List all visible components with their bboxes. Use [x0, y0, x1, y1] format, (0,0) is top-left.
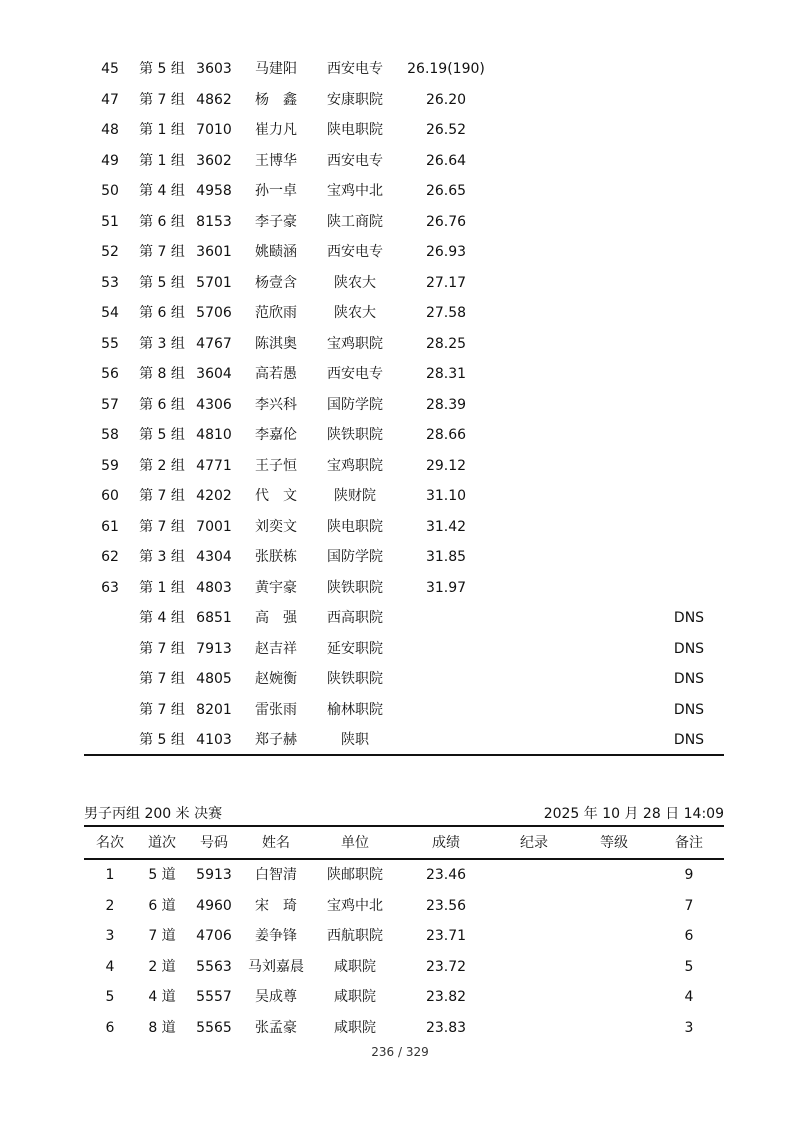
cell-note — [654, 115, 724, 145]
cell-note — [654, 85, 724, 115]
cell-lane: 2 道 — [148, 958, 176, 975]
cell-group: 第 3 组 — [139, 335, 185, 352]
cell-note: 5 — [684, 958, 694, 975]
cell-result: 23.56 — [425, 897, 467, 914]
cell-note — [654, 573, 724, 603]
cell-result: 26.65 — [425, 183, 467, 199]
table-row — [84, 664, 724, 694]
cell-rank: 45 — [101, 61, 119, 77]
cell-unit: 西安电专 — [327, 244, 383, 260]
cell-rank: 6 — [105, 1019, 115, 1036]
cell-result: 27.58 — [425, 305, 467, 321]
header-result: 成绩 — [432, 835, 460, 851]
cell-name: 刘奕文 — [255, 518, 297, 535]
cell-result: 31.10 — [425, 488, 467, 504]
cell-result: 23.71 — [425, 928, 467, 944]
cell-result: 28.25 — [425, 335, 467, 352]
cell-rank: 51 — [101, 213, 119, 230]
cell-unit: 宝鸡中北 — [327, 183, 383, 199]
cell-note — [654, 329, 724, 359]
cell-number: 7913 — [196, 640, 232, 657]
cell-rank: 4 — [105, 958, 115, 975]
cell-group: 第 6 组 — [139, 305, 185, 321]
cell-group: 第 7 组 — [139, 518, 185, 535]
event-title: 男子丙组 200 米 决赛 — [84, 806, 223, 822]
cell-note — [654, 207, 724, 237]
cell-name: 孙一卓 — [255, 183, 297, 199]
cell-group: 第 4 组 — [139, 610, 185, 626]
cell-lane: 7 道 — [148, 928, 176, 944]
cell-result: 31.85 — [425, 549, 467, 565]
cell-rank: 49 — [101, 152, 119, 169]
table-row — [84, 207, 724, 237]
cell-lane: 5 道 — [148, 867, 176, 883]
cell-rank — [84, 634, 136, 664]
cell-result: 31.42 — [425, 518, 467, 535]
cell-result — [398, 725, 494, 755]
cell-unit: 宝鸡职院 — [327, 335, 383, 352]
cell-rank — [84, 725, 136, 755]
table-row — [84, 921, 724, 951]
cell-number: 3602 — [196, 152, 232, 169]
table-row — [84, 603, 724, 633]
table-row — [84, 891, 724, 921]
table-row — [84, 952, 724, 982]
cell-rank: 1 — [105, 867, 115, 883]
cell-group: 第 5 组 — [139, 274, 185, 291]
cell-name: 高若愚 — [255, 366, 297, 382]
cell-group: 第 7 组 — [139, 488, 185, 504]
cell-number: 4304 — [196, 549, 232, 565]
cell-note — [654, 146, 724, 176]
header-name: 姓名 — [262, 835, 290, 851]
cell-note: 7 — [684, 897, 694, 914]
table-row — [84, 725, 724, 755]
header-unit: 单位 — [341, 835, 369, 851]
cell-note: 3 — [684, 1019, 694, 1036]
cell-unit: 国防学院 — [327, 549, 383, 565]
cell-unit: 西安电专 — [327, 366, 383, 382]
cell-group: 第 6 组 — [139, 213, 185, 230]
cell-unit: 陕农大 — [334, 305, 376, 321]
cell-name: 李兴科 — [255, 396, 297, 413]
cell-unit: 安康职院 — [327, 91, 383, 108]
cell-result — [398, 695, 494, 725]
cell-group: 第 3 组 — [139, 549, 185, 565]
table-row — [84, 85, 724, 115]
cell-name: 陈淇奥 — [255, 335, 297, 352]
cell-name: 赵吉祥 — [255, 640, 297, 657]
cell-group: 第 7 组 — [139, 244, 185, 260]
cell-name: 李子豪 — [255, 213, 297, 230]
cell-group: 第 1 组 — [139, 152, 185, 169]
cell-unit: 陕工商院 — [327, 213, 383, 230]
cell-result: 26.64 — [425, 152, 467, 169]
cell-group: 第 1 组 — [139, 579, 185, 596]
table-row — [84, 359, 724, 389]
cell-number: 4805 — [196, 671, 232, 687]
cell-number: 5565 — [196, 1019, 232, 1036]
table-row — [84, 634, 724, 664]
cell-note: DNS — [673, 610, 705, 626]
cell-group: 第 5 组 — [139, 732, 185, 748]
cell-unit: 陕电职院 — [327, 518, 383, 535]
cell-note — [654, 54, 724, 84]
cell-unit: 西高职院 — [327, 610, 383, 626]
cell-group: 第 7 组 — [139, 701, 185, 718]
cell-name: 崔力凡 — [255, 122, 297, 138]
cell-rank: 55 — [101, 335, 119, 352]
cell-note: 4 — [684, 989, 694, 1005]
table-row — [84, 860, 724, 890]
cell-number: 5706 — [196, 305, 232, 321]
cell-note — [654, 451, 724, 481]
cell-unit: 宝鸡职院 — [327, 457, 383, 474]
table-row — [84, 420, 724, 450]
cell-name: 姚赜涵 — [255, 244, 297, 260]
cell-result: 23.46 — [425, 867, 467, 883]
cell-unit: 榆林职院 — [327, 701, 383, 718]
cell-note — [654, 237, 724, 267]
cell-unit: 陕铁职院 — [327, 427, 383, 443]
table-row — [84, 115, 724, 145]
cell-group: 第 7 组 — [139, 91, 185, 108]
cell-note — [654, 420, 724, 450]
cell-group: 第 8 组 — [139, 366, 185, 382]
table-row — [84, 695, 724, 725]
cell-result: 31.97 — [425, 579, 467, 596]
cell-name: 马刘嘉晨 — [248, 958, 304, 975]
cell-number: 4767 — [196, 335, 232, 352]
cell-result: 26.19(190) — [407, 61, 485, 77]
table-row — [84, 390, 724, 420]
cell-number: 7010 — [196, 122, 232, 138]
header-level: 等级 — [600, 835, 628, 851]
cell-rank — [84, 664, 136, 694]
cell-note — [654, 298, 724, 328]
header-lane: 道次 — [148, 835, 176, 851]
cell-rank — [84, 695, 136, 725]
cell-result — [398, 634, 494, 664]
cell-rank: 52 — [101, 244, 119, 260]
cell-result — [398, 664, 494, 694]
cell-number: 3604 — [196, 366, 232, 382]
cell-rank: 47 — [101, 91, 119, 108]
cell-name: 郑子赫 — [255, 732, 297, 748]
cell-group: 第 6 组 — [139, 396, 185, 413]
table-bottom-rule — [84, 754, 724, 756]
cell-number: 4771 — [196, 457, 232, 474]
table-row — [84, 573, 724, 603]
cell-unit: 陕电职院 — [327, 122, 383, 138]
cell-name: 雷张雨 — [255, 701, 297, 718]
cell-unit: 陕铁职院 — [327, 579, 383, 596]
cell-rank: 62 — [101, 549, 119, 565]
cell-name: 姜争锋 — [255, 928, 297, 944]
cell-name: 宋 琦 — [255, 897, 297, 914]
cell-note: DNS — [673, 732, 705, 748]
event-datetime: 2025 年 10 月 28 日 14:09 — [543, 806, 724, 822]
cell-note — [654, 481, 724, 511]
cell-unit: 陕财院 — [334, 488, 376, 504]
cell-number: 4810 — [196, 427, 232, 443]
cell-number: 5557 — [196, 989, 232, 1005]
cell-name: 王博华 — [255, 152, 297, 169]
cell-name: 杨壹含 — [255, 274, 297, 291]
cell-unit: 宝鸡中北 — [327, 897, 383, 914]
cell-number: 8153 — [196, 213, 232, 230]
cell-unit: 陕铁职院 — [327, 671, 383, 687]
cell-note — [654, 390, 724, 420]
cell-note — [654, 268, 724, 298]
cell-rank: 50 — [101, 183, 119, 199]
table-header — [84, 828, 724, 858]
cell-name: 高 强 — [255, 610, 297, 626]
cell-name: 赵婉衡 — [255, 671, 297, 687]
cell-name: 杨 鑫 — [255, 91, 297, 108]
cell-note — [654, 542, 724, 572]
cell-result: 26.20 — [425, 91, 467, 108]
cell-note: 6 — [684, 928, 694, 944]
cell-name: 黄宇豪 — [255, 579, 297, 596]
cell-rank: 2 — [105, 897, 115, 914]
cell-rank: 48 — [101, 122, 119, 138]
table-row — [84, 542, 724, 572]
cell-name: 马建阳 — [255, 61, 297, 77]
cell-name: 张孟豪 — [255, 1019, 297, 1036]
cell-unit: 咸职院 — [334, 1019, 376, 1036]
cell-unit: 国防学院 — [327, 396, 383, 413]
cell-note: DNS — [673, 640, 705, 657]
cell-group: 第 4 组 — [139, 183, 185, 199]
cell-unit: 咸职院 — [334, 958, 376, 975]
table-row — [84, 451, 724, 481]
cell-result: 28.39 — [425, 396, 467, 413]
cell-number: 4960 — [196, 897, 232, 914]
header-note: 备注 — [675, 835, 703, 851]
cell-number: 4306 — [196, 396, 232, 413]
cell-note: DNS — [673, 671, 705, 687]
cell-number: 3601 — [196, 244, 232, 260]
cell-group: 第 5 组 — [139, 427, 185, 443]
cell-rank: 63 — [101, 579, 119, 596]
cell-name: 王子恒 — [255, 457, 297, 474]
cell-result: 23.82 — [425, 989, 467, 1005]
cell-number: 4958 — [196, 183, 232, 199]
header-top-rule — [84, 825, 724, 827]
cell-number: 4103 — [196, 732, 232, 748]
cell-unit: 陕邮职院 — [327, 867, 383, 883]
table-row — [84, 329, 724, 359]
table-row — [84, 268, 724, 298]
cell-group: 第 7 组 — [139, 640, 185, 657]
cell-result: 26.93 — [425, 244, 467, 260]
table-row — [84, 176, 724, 206]
cell-name: 白智清 — [255, 867, 297, 883]
cell-rank — [84, 603, 136, 633]
cell-rank: 58 — [101, 427, 119, 443]
cell-number: 5701 — [196, 274, 232, 291]
cell-name: 张朕栋 — [255, 549, 297, 565]
cell-rank: 5 — [105, 989, 115, 1005]
cell-unit: 西安电专 — [327, 152, 383, 169]
cell-result: 26.76 — [425, 213, 467, 230]
cell-rank: 53 — [101, 274, 119, 291]
cell-name: 吴成尊 — [255, 989, 297, 1005]
cell-name: 李嘉伦 — [255, 427, 297, 443]
cell-note: DNS — [673, 701, 705, 718]
cell-result — [398, 603, 494, 633]
cell-number: 6851 — [196, 610, 232, 626]
header-number: 号码 — [200, 835, 228, 851]
cell-result: 28.31 — [425, 366, 467, 382]
cell-note — [654, 512, 724, 542]
cell-number: 5913 — [196, 867, 232, 883]
header-rank: 名次 — [96, 835, 124, 851]
cell-rank: 59 — [101, 457, 119, 474]
cell-group: 第 1 组 — [139, 122, 185, 138]
cell-unit: 西安电专 — [327, 61, 383, 77]
cell-note — [654, 359, 724, 389]
cell-rank: 61 — [101, 518, 119, 535]
cell-lane: 6 道 — [148, 897, 176, 914]
cell-rank: 60 — [101, 488, 119, 504]
cell-result: 23.72 — [425, 958, 467, 975]
table-row — [84, 1013, 724, 1043]
cell-result: 23.83 — [425, 1019, 467, 1036]
cell-group: 第 5 组 — [139, 61, 185, 77]
cell-rank: 3 — [105, 928, 115, 944]
table-row — [84, 982, 724, 1012]
cell-note: 9 — [684, 867, 694, 883]
cell-rank: 57 — [101, 396, 119, 413]
cell-number: 4706 — [196, 928, 232, 944]
cell-number: 4862 — [196, 91, 232, 108]
table-row — [84, 481, 724, 511]
cell-number: 5563 — [196, 958, 232, 975]
cell-result: 28.66 — [425, 427, 467, 443]
cell-result: 27.17 — [425, 274, 467, 291]
cell-name: 代 文 — [255, 488, 297, 504]
cell-group: 第 2 组 — [139, 457, 185, 474]
cell-number: 7001 — [196, 518, 232, 535]
cell-name: 范欣雨 — [255, 305, 297, 321]
table-row — [84, 146, 724, 176]
page-number: 236 / 329 — [371, 1045, 429, 1059]
table-row — [84, 54, 724, 84]
cell-number: 4803 — [196, 579, 232, 596]
cell-result: 26.52 — [425, 122, 467, 138]
cell-unit: 西航职院 — [327, 928, 383, 944]
cell-unit: 延安职院 — [327, 640, 383, 657]
cell-unit: 陕职 — [341, 732, 369, 748]
table-row — [84, 237, 724, 267]
cell-result: 29.12 — [425, 457, 467, 474]
cell-note — [654, 176, 724, 206]
header-record: 纪录 — [520, 835, 548, 851]
table-row — [84, 512, 724, 542]
cell-rank: 56 — [101, 366, 119, 382]
table-row — [84, 298, 724, 328]
cell-number: 8201 — [196, 701, 232, 718]
cell-group: 第 7 组 — [139, 671, 185, 687]
cell-unit: 咸职院 — [334, 989, 376, 1005]
cell-rank: 54 — [101, 305, 119, 321]
cell-number: 4202 — [196, 488, 232, 504]
cell-lane: 8 道 — [148, 1019, 176, 1036]
cell-number: 3603 — [196, 61, 232, 77]
cell-unit: 陕农大 — [334, 274, 376, 291]
cell-lane: 4 道 — [148, 989, 176, 1005]
